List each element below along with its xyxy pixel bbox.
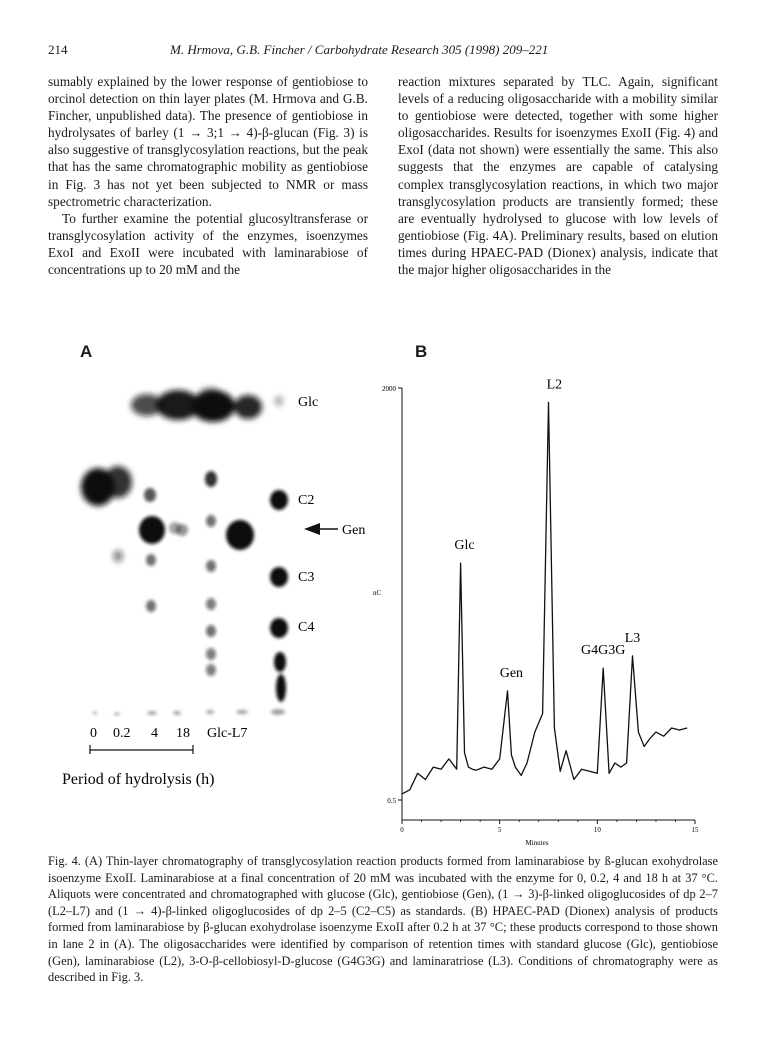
panel-a-letter: A — [80, 342, 93, 361]
peak-label: L2 — [546, 377, 563, 393]
spot-label-c3: C3 — [298, 570, 315, 585]
chromatogram-chart — [370, 370, 710, 850]
chart-ticks — [382, 385, 699, 834]
peak-label: G4G3G — [581, 643, 626, 659]
spot-label-c2: C2 — [298, 493, 315, 508]
x-axis-label: Minutes — [525, 839, 549, 847]
chart-axes — [402, 388, 695, 820]
lane-label-0-2: 0.2 — [113, 726, 131, 741]
x-tick-label: 0 — [400, 826, 404, 834]
y-tick-label: 0.5 — [387, 797, 396, 805]
x-tick-label: 15 — [691, 826, 699, 834]
peak-label: Glc — [454, 538, 475, 554]
chromatogram-trace — [402, 402, 687, 794]
hydrolysis-axis-title: Period of hydrolysis (h) — [62, 771, 215, 788]
gen-arrow-icon — [304, 523, 338, 535]
panel-b-letter: B — [415, 342, 428, 361]
peak-label: L3 — [624, 630, 641, 646]
lane-label-18: 18 — [176, 726, 190, 741]
lane-label-0: 0 — [90, 726, 97, 741]
left-paragraph-2: To further examine the potential glucosyltransferase or transglycosylation activity of the enzymes, isoenzymes ExoI and ExoII were incubated with laminarabiose of concentrations up to 20 mM and the — [48, 210, 368, 278]
page-number: 214 — [48, 42, 68, 57]
right-paragraph-1: reaction mixtures separated by TLC. Again, significant levels of a reducing oligosaccharide with a mobility similar to gentiobiose were detected, together with some higher oligosaccharides. Results for isoenzymes ExoII (Fig. 4) and ExoI (data not shown) were essentially the same. This also suggests that the enzymes are capable of catalysing complex transglycosylation reactions, in which two major transglycosylation products are transiently formed; these are eventually hydrolysed to glucose with low levels of gentiobiose (Fig. 4A). Preliminary results, based on elution times during HPAEC-PAD (Dionex) analysis, indicate that the major higher oligosaccharides in the — [398, 74, 718, 278]
x-tick-label: 5 — [497, 826, 502, 834]
left-paragraph-1: sumably explained by the lower response of gentiobiose to orcinol detection on thin layer plates (M. Hrmova and G.B. Fincher, unpublished data). The presence of gentiobiose in hydrolysates of barley (1 → 3;1 → 4)-β-glucan (Fig. 3) is also suggestive of transglycosylation reactions, but the peak that has the same chromatographic mobility as gentiobiose in Fig. 3 has not yet been subjected to NMR or mass spectrometric characterization. — [48, 74, 368, 209]
spot-label-glc: Glc — [298, 395, 319, 410]
peak-label: Gen — [499, 665, 524, 681]
running-head: M. Hrmova, G.B. Fincher / Carbohydrate Research 305 (1998) 209–221 — [170, 42, 549, 57]
figure-caption — [48, 853, 718, 986]
lane-label-4: 4 — [151, 726, 158, 741]
lane-label-standards: Glc-L7 — [207, 726, 248, 741]
right-column — [398, 73, 718, 278]
lane-bracket — [90, 745, 193, 754]
y-axis-label: nC — [373, 589, 382, 597]
tlc-spots — [81, 387, 288, 716]
tlc-plate-figure — [60, 370, 380, 800]
x-tick-label: 10 — [593, 826, 601, 834]
caption-text: Fig. 4. (A) Thin-layer chromatography of transglycosylation reaction products formed from laminarabiose by ß-glucan exohydrolase isoenzyme ExoII. Laminarabiose at a final concentration of 20 mM was incubated with the enzyme for 0, 0.2, 4 and 18 h at 37 °C. Aliquots were concentrated and chromatographed with glucose (Glc), gentiobiose (Gen), (1 → 3)-β-linked oligoglucosides of dp 2–7 (L2–L7) and (1 → 4)-β-linked oligoglucosides of dp 2–5 (C2–C5) as standards. (B) HPAEC-PAD (Dionex) analysis of products formed from laminarabiose by β-glucan exohydrolase isoenzyme ExoII after 0.2 h at 37 °C; these products correspond to those shown in lane 2 in (A). The oligosaccharides were identified by comparison of retention times with standard glucose (Glc), gentiobiose (Gen), laminarabiose (L2), 3-O-β-cellobiosyl-D-glucose (G4G3G) and laminaratriose (L3). Conditions of chromatography were as described in Fig. 3. — [48, 854, 718, 985]
chart-series — [402, 402, 687, 794]
spot-label-c4: C4 — [298, 620, 315, 635]
chart-annotations — [454, 377, 640, 680]
y-tick-label: 2000 — [382, 385, 396, 393]
spot-label-gen: Gen — [342, 523, 366, 538]
left-column — [48, 73, 368, 278]
